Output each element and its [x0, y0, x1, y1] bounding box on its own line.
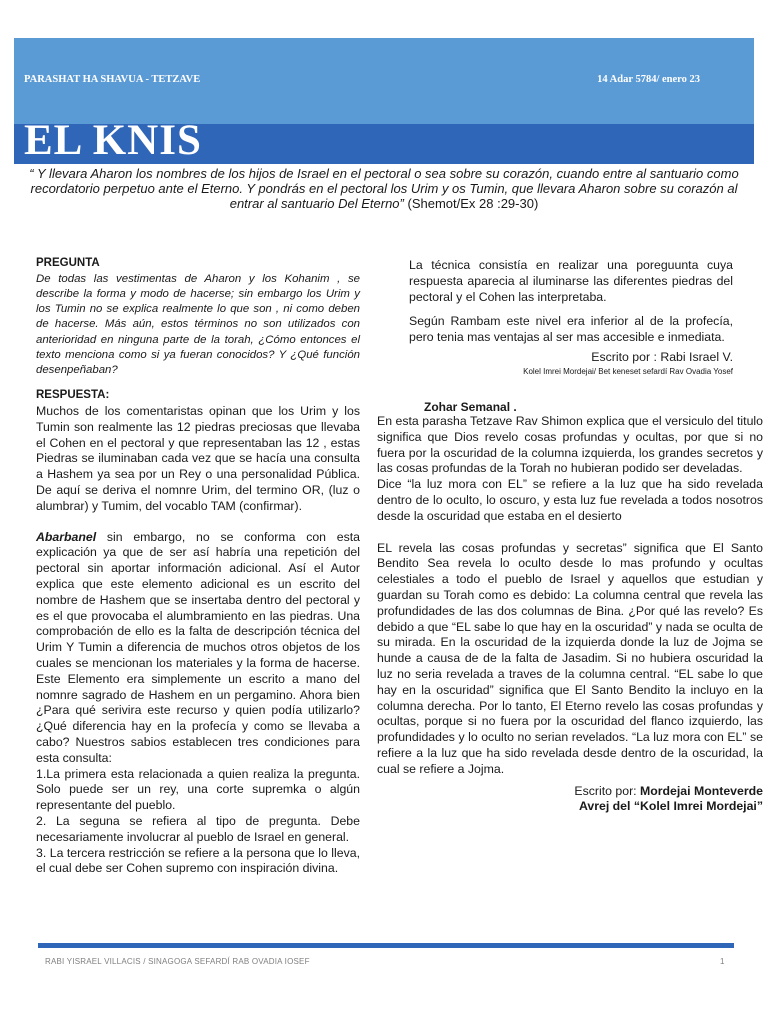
header-date: 14 Adar 5784/ enero 23	[597, 74, 700, 85]
parasha-label: PARASHAT HA SHAVUA - TETZAVE	[24, 74, 201, 85]
verse-text: “ Y llevara Aharon los nombres de los hijos de Israel en el pectoral o sea sobre su corazón, cuando entre al santuario como recordatorio perpetuo ante el Eterno. Y pondrás en el pectoral los Urim y os Tumin, que llevara Aharon sobre su corazón al entrar al santuario Del Eterno”	[29, 166, 739, 211]
header-band	[14, 38, 754, 124]
title-band	[14, 117, 754, 164]
zohar-paragraph-2: Dice “la luz mora con EL” se refiere a la luz que ha sido revelada dentro de lo oculto, lo oscuro, y esta luz fue revelada a todos nosotros desde la oscuridad que estaba en el desierto	[377, 477, 763, 523]
answer-paragraph-2: Abarbanel sin embargo, no se conforma con esta explicación ya que de ser así habría una repetición del pectoral sin aportar información adicional. Así el Autor explica que este elemento adicional es un escrito del nombre de Hashem que se insertaba dentro del pectoral y es el que provocaba el alumbramiento en las piedras. Una comprobación de ello es la falta de descripción técnica del Urim Y Tumin a diferencia de muchos otros objetos de los cuales se mencionan los materiales y la forma de hacerse. Este Elemento era simplemente un escrito a mano del nomnre sagrado de Hashem en un pergamino. Ahora bien ¿Para qué serivira este recurso y quien podía utilizarlo? ¿Qué diferencia hay en la profecía y como se llevaba a cabo? Nuestros sabios establecen tres condiciones para esta consulta:	[36, 529, 360, 765]
zohar-paragraph-3: EL revela las cosas profundas y secretas” significa que El Santo Bendito Sea revela lo oculto desde lo mas profundo y ocultas celestiales a todo el pueblo de Israel y aquellos que estudian y guardan su Torah como es debido: La columna central que revela las profundidades de las dos columnas de Bina. ¿Por qué las revelo? Es debido a que “EL sabe lo que hay en la oscuridad” y nada se oculta de su mirada. En la oscuridad de la izquierda donde la luz de Jojma se hunde a causa de de la falta de Jasadim. Si no hubiera oscuridad la luz no seria revelada a traves de la columna central. “EL sabe lo que hay en la oscuridad” significa que El Santo Bendito la incluyo en la columna derecha. Por lo tanto, El Eterno revelo las cosas profundas y ocultas, porque si no fuera por la oscuridad del flanco izquierdo, las profundidades y lo oculto no serian revelados. “La luz mora con EL” se refiere a la luz que ha sido revelada desde dentro de la oscuridad, la cual se refiere a Jojma.	[377, 540, 763, 776]
page-title: EL KNIS	[24, 117, 202, 164]
zohar-author-name: Mordejai Monteverde	[640, 783, 763, 798]
author-affiliation: Kolel Imrei Mordejai/ Bet keneset sefardí Rav Ovadia Yosef	[523, 366, 733, 376]
page-number: 1	[720, 957, 725, 966]
zohar-author-role: Avrej del “Kolel Imrei Mordejai”	[578, 799, 763, 814]
question-heading: PREGUNTA	[36, 257, 100, 269]
footer-divider	[38, 943, 734, 948]
right-column-top	[409, 258, 733, 378]
zohar-heading: Zohar Semanal .	[424, 400, 517, 414]
rambam-paragraph: Según Rambam este nivel era inferior al de la profecía, pero tenia mas ventajas al ser mas accesible e inmediata.	[409, 314, 733, 345]
condition-2: 2. La seguna se refiera al tipo de pregunta. Debe necesariamente involucrar al pueblo de Israel en general.	[36, 813, 360, 844]
answer-heading: RESPUESTA:	[36, 389, 110, 402]
verse-reference: (Shemot/Ex 28 :29-30)	[403, 196, 539, 211]
answer-paragraph-1: Muchos de los comentaristas opinan que los Urim y los Tumin son realmente las 12 piedras preciosas que llevaba el Cohen en el pectoral y que representaban las 12 , estas Piedras se iluminaban cada vez que se hacía una consulta a Hashem ya sea por un Rey o una personalidad Pública. De aquí se deriva el nomnre Urim, del termino OR, (luz o alumbrar) y Tumim, del vocablo TAM (confirmar).	[36, 404, 360, 513]
opening-verse	[14, 166, 754, 211]
condition-1: 1.La primera esta relacionada a quien realiza la pregunta. Solo puede ser un rey, una corte supremka o algún representante del pueblo.	[36, 766, 360, 813]
zohar-signature: Escrito por: Mordejai Monteverde Avrej del “Kolel Imrei Mordejai”	[377, 784, 763, 816]
technique-paragraph: La técnica consistía en realizar una poreguunta cuya respuesta aparecia al iluminarse las diferentes piedras del pectoral y el Cohen las interpretaba.	[409, 258, 733, 304]
right-column-bottom	[377, 414, 763, 815]
left-column	[36, 256, 360, 877]
question-body: De todas las vestimentas de Aharon y los Kohanim , se describe la forma y modo de hacerse; sin embargo los Urim y los Tumin no se explica realmente lo que son , ni como deben de hacerse. Más aún, estos términos no son utilizados con anterioridad en ninguna parte de la torah, ¿Cómo entonces el texto menciona como si ya fueran conocidos? Y ¿Qué función desenpeñaban?	[36, 272, 360, 377]
footer-credit: RABI YISRAEL VILLACIS / SINAGOGA SEFARDÍ RAB OVADIA IOSEF	[45, 957, 310, 966]
author-signature: Escrito por : Rabi Israel V.	[591, 349, 733, 364]
zohar-paragraph-1: En esta parasha Tetzave Rav Shimon explica que el versiculo del titulo significa que Dios revelo cosas profundas y ocultas, por que si no fuera por la oscuridad de la columna izquierda, los grandes secretos y las cosas profundas de la Torah no hubieran podido ser develadas.	[377, 414, 763, 476]
condition-3: 3. La tercera restricción se refiere a la persona que lo lleva, el cual debe ser Cohen supremo con inspiración divina.	[36, 845, 360, 876]
abarbanel-name: Abarbanel	[36, 529, 97, 544]
